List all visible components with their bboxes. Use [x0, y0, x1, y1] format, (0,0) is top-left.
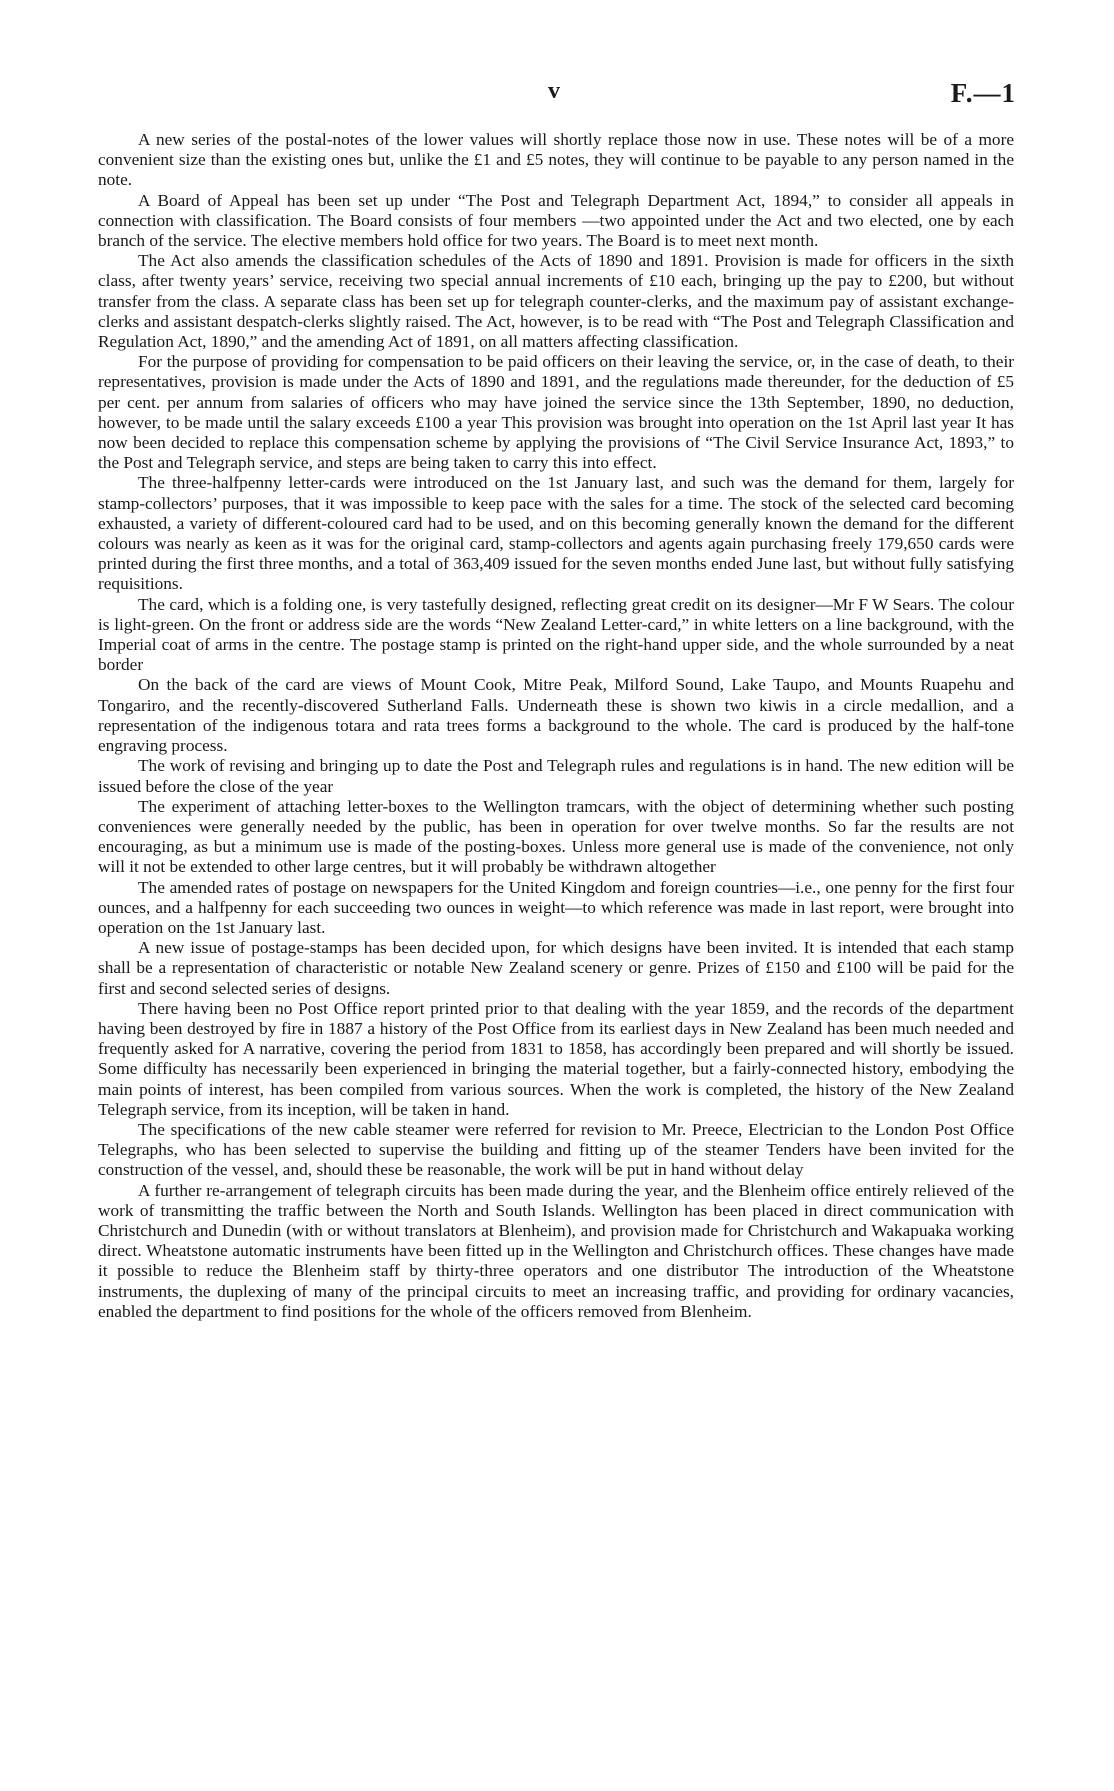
paragraph-card-design: The card, which is a folding one, is very tastefully designed, reflecting great credit on its designer—Mr F W Sears. The colour is light-green. On the front or address side are the words “New Zealand Letter-card,” in white letters on a line background, with the Imperial coat of arms in the centre. The postage stamp is printed on the right-hand upper side, and the whole surrounded by a neat border	[98, 594, 1014, 675]
paragraph-rules-revision: The work of revising and bringing up to date the Post and Telegraph rules and regulations is in hand. The new edition will be issued before the close of the year	[98, 756, 1014, 796]
paragraph-post-office-history: There having been no Post Office report printed prior to that dealing with the year 1859, and the records of the department having been destroyed by fire in 1887 a history of the Post Office from its earliest days in New Zealand has been much needed and frequently asked for A narrative, covering the period from 1831 to 1858, has accordingly been prepared and will shortly be issued. Some difficulty has necessarily been experienced in bringing the material together, but a fairly-connected history, embodying the main points of interest, has been compiled from various sources. When the work is completed, the history of the New Zealand Telegraph service, from its inception, will be taken in hand.	[98, 998, 1014, 1119]
page-number: v	[548, 78, 560, 104]
page-header	[0, 78, 1114, 108]
paragraph-board-of-appeal: A Board of Appeal has been set up under “The Post and Telegraph Department Act, 1894,” to consider all appeals in connection with classification. The Board consists of four members —two appointed under the Act and two elected, one by each branch of the service. The elective members hold office for two years. The Board is to meet next month.	[98, 190, 1014, 251]
paragraph-card-back: On the back of the card are views of Mount Cook, Mitre Peak, Milford Sound, Lake Taupo, and Mounts Ruapehu and Tongariro, and the recently-discovered Sutherland Falls. Underneath these is shown two kiwis in a circle medallion, and a representation of the indigenous totara and rata trees forms a background to the whole. The card is produced by the half-tone engraving process.	[98, 675, 1014, 756]
paragraph-letter-cards: The three-halfpenny letter-cards were introduced on the 1st January last, and such was the demand for them, largely for stamp-collectors’ purposes, that it was impossible to keep pace with the sales for a time. The stock of the selected card becoming exhausted, a variety of different-coloured card had to be used, and on this becoming generally known the demand for the different colours was nearly as keen as it was for the original card, stamp-collectors and agents again purchasing freely 179,650 cards were printed during the first three months, and a total of 363,409 issued for the seven months ended June last, but without fully satisfying requisitions.	[98, 473, 1014, 594]
paragraph-telegraph-circuits: A further re-arrangement of telegraph circuits has been made during the year, and the Blenheim office entirely relieved of the work of transmitting the traffic between the North and South Islands. Wellington has been placed in direct communication with Christchurch and Dunedin (with or without translators at Blenheim), and provision made for Christchurch and Wakapuaka working direct. Wheatstone automatic instruments have been fitted up in the Wellington and Christchurch offices. These changes have made it possible to reduce the Blenheim staff by thirty-three operators and one distributor The introduction of the Wheatstone instruments, the duplexing of many of the principal circuits to meet an increasing traffic, and providing for ordinary vacancies, enabled the department to find positions for the whole of the officers removed from Blenheim.	[98, 1180, 1014, 1321]
paragraph-cable-steamer: The specifications of the new cable steamer were referred for revision to Mr. Preece, Electrician to the London Post Office Telegraphs, who has been selected to supervise the building and fitting up of the steamer Tenders have been invited for the construction of the vessel, and, should these be reasonable, the work will be put in hand without delay	[98, 1119, 1014, 1180]
document-reference: F.—1	[950, 78, 1016, 108]
paragraph-tramcar-letter-boxes: The experiment of attaching letter-boxes to the Wellington tramcars, with the object of determining whether such posting conveniences were generally needed by the public, has been in operation for over twelve months. So far the results are not encouraging, as but a minimum use is made of the posting-boxes. Unless more general use is made of the convenience, not only will it not be extended to other large centres, but it will probably be withdrawn altogether	[98, 796, 1014, 877]
paragraph-postage-stamps: A new issue of postage-stamps has been decided upon, for which designs have been invited. It is intended that each stamp shall be a representation of characteristic or notable New Zealand scenery or genre. Prizes of £150 and £100 will be paid for the first and second selected series of designs.	[98, 938, 1014, 998]
paragraph-compensation: For the purpose of providing for compensation to be paid officers on their leaving the service, or, in the case of death, to their representatives, provision is made under the Acts of 1890 and 1891, and the regulations made thereunder, for the deduction of £5 per cent. per annum from salaries of officers who may have joined the service since the 13th September, 1890, no deduction, however, to be made until the salary exceeds £100 a year This provision was brought into operation on the 1st April last year It has now been decided to replace this compensation scheme by applying the provisions of “The Civil Service Insurance Act, 1893,” to the Post and Telegraph service, and steps are being taken to carry this into effect.	[98, 352, 1014, 473]
document-body	[98, 130, 1014, 1322]
paragraph-newspaper-postage: The amended rates of postage on newspapers for the United Kingdom and foreign countries—i.e., one penny for the first four ounces, and a halfpenny for each succeeding two ounces in weight—to which reference was made in last report, were brought into operation on the 1st January last.	[98, 877, 1014, 937]
paragraph-classification-schedules: The Act also amends the classification schedules of the Acts of 1890 and 1891. Provision is made for officers in the sixth class, after twenty years’ service, receiving two special annual increments of £10 each, bringing up the pay to £200, but without transfer from the class. A separate class has been set up for telegraph counter-clerks, and the maximum pay of assistant exchange-clerks and assistant despatch-clerks slightly raised. The Act, however, is to be read with “The Post and Telegraph Classification and Regulation Act, 1890,” and the amending Act of 1891, on all matters affecting classification.	[98, 251, 1014, 352]
paragraph-postal-notes: A new series of the postal-notes of the lower values will shortly replace those now in use. These notes will be of a more convenient size than the existing ones but, unlike the £1 and £5 notes, they will continue to be payable to any person named in the note.	[98, 130, 1014, 190]
